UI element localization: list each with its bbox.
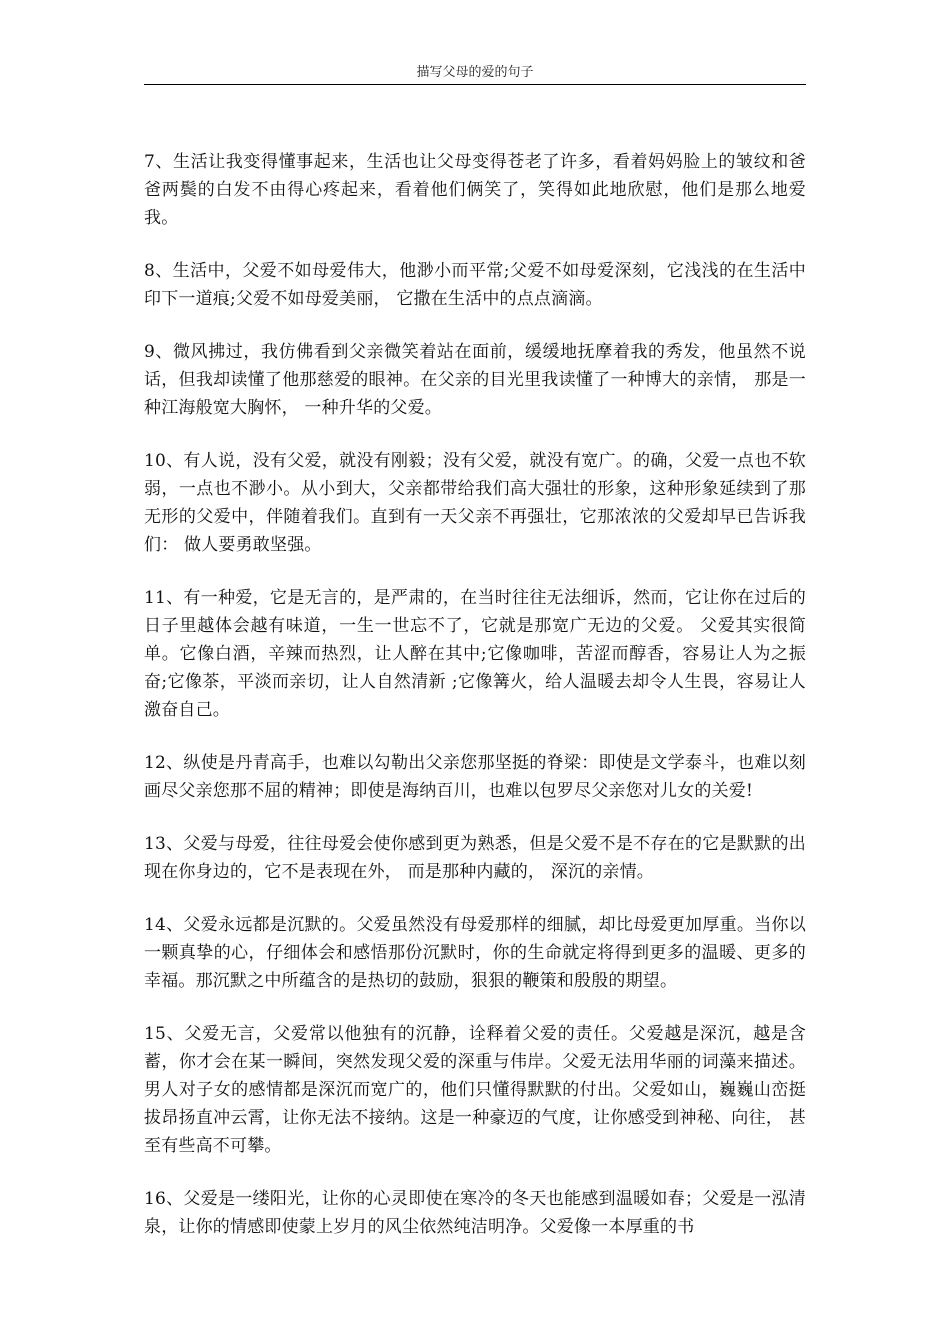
paragraph-14: 14、父爱永远都是沉默的。父爱虽然没有母爱那样的细腻，却比母爱更加厚重。当你以一颗真挚的心，仔细体会和感悟那份沉默时，你的生命就定将得到更多的温暖、更多的幸福。那沉默之中所蕴含的是热切的鼓励，狠狠的鞭策和殷殷的期望。 [144,915,806,991]
paragraph-12: 12、纵使是丹青高手，也难以勾勒出父亲您那坚挺的脊梁：即使是文学泰斗，也难以刻画尽父亲您那不屈的精神；即使是海纳百川，也难以包罗尽父亲您对儿女的关爱! [144,753,806,801]
paragraph-16: 16、父爱是一缕阳光，让你的心灵即使在寒冷的冬天也能感到温暖如春；父爱是一泓清泉，让你的情感即使蒙上岁月的风尘依然纯洁明净。父爱像一本厚重的书 [144,1189,806,1237]
paragraph-7: 7、生活让我变得懂事起来，生活也让父母变得苍老了许多，看着妈妈脸上的皱纹和爸爸两鬓的白发不由得心疼起来，看着他们俩笑了，笑得如此地欣慰，他们是那么地爱我。 [144,152,806,228]
paragraph-15: 15、父爱无言，父爱常以他独有的沉静，诠释着父爱的责任。父爱越是深沉，越是含蓄，你才会在某一瞬间，突然发现父爱的深重与伟岸。父爱无法用华丽的词藻来描述。男人对子女的感情都是深沉而宽广的，他们只懂得默默的付出。父爱如山，巍巍山峦挺拔昂扬直冲云霄，让你无法不接纳。这是一种豪迈的气度，让你感受到神秘、向往， 甚至有些高不可攀。 [144,1024,806,1156]
header-divider [144,84,806,85]
page-header-title: 描写父母的爱的句子 [416,65,534,80]
paragraph-11: 11、有一种爱，它是无言的，是严肃的，在当时往往无法细诉，然而，它让你在过后的日子里越体会越有味道，一生一世忘不了，它就是那宽广无边的父爱。 父爱其实很简单。它像白酒，辛辣而热烈，让人醉在其中;它像咖啡，苦涩而醇香，容易让人为之振奋;它像茶，平淡而亲切，让人自然清新 ;它像篝火，给人温暖去却令人生畏，容易让人激奋自己。 [144,588,806,720]
paragraph-9: 9、微风拂过，我仿佛看到父亲微笑着站在面前，缓缓地抚摩着我的秀发，他虽然不说话，但我却读懂了他那慈爱的眼神。在父亲的目光里我读懂了一种博大的亲情， 那是一种江海般宽大胸怀， 一种升华的父爱。 [144,342,806,418]
paragraph-10: 10、有人说，没有父爱，就没有刚毅；没有父爱，就没有宽广。的确，父爱一点也不软弱，一点也不渺小。从小到大，父亲都带给我们高大强壮的形象，这种形象延续到了那无形的父爱中，伴随着我们。直到有一天父亲不再强壮，它那浓浓的父爱却早已告诉我们： 做人要勇敢坚强。 [144,451,806,555]
paragraph-8: 8、生活中，父爱不如母爱伟大，他渺小而平常;父爱不如母爱深刻，它浅浅的在生活中印下一道痕;父爱不如母爱美丽， 它撒在生活中的点点滴滴。 [144,261,806,309]
paragraph-13: 13、父爱与母爱，往往母爱会使你感到更为熟悉，但是父爱不是不存在的它是默默的出现在你身边的，它不是表现在外， 而是那种内藏的， 深沉的亲情。 [144,834,806,882]
document-body [144,148,806,1266]
